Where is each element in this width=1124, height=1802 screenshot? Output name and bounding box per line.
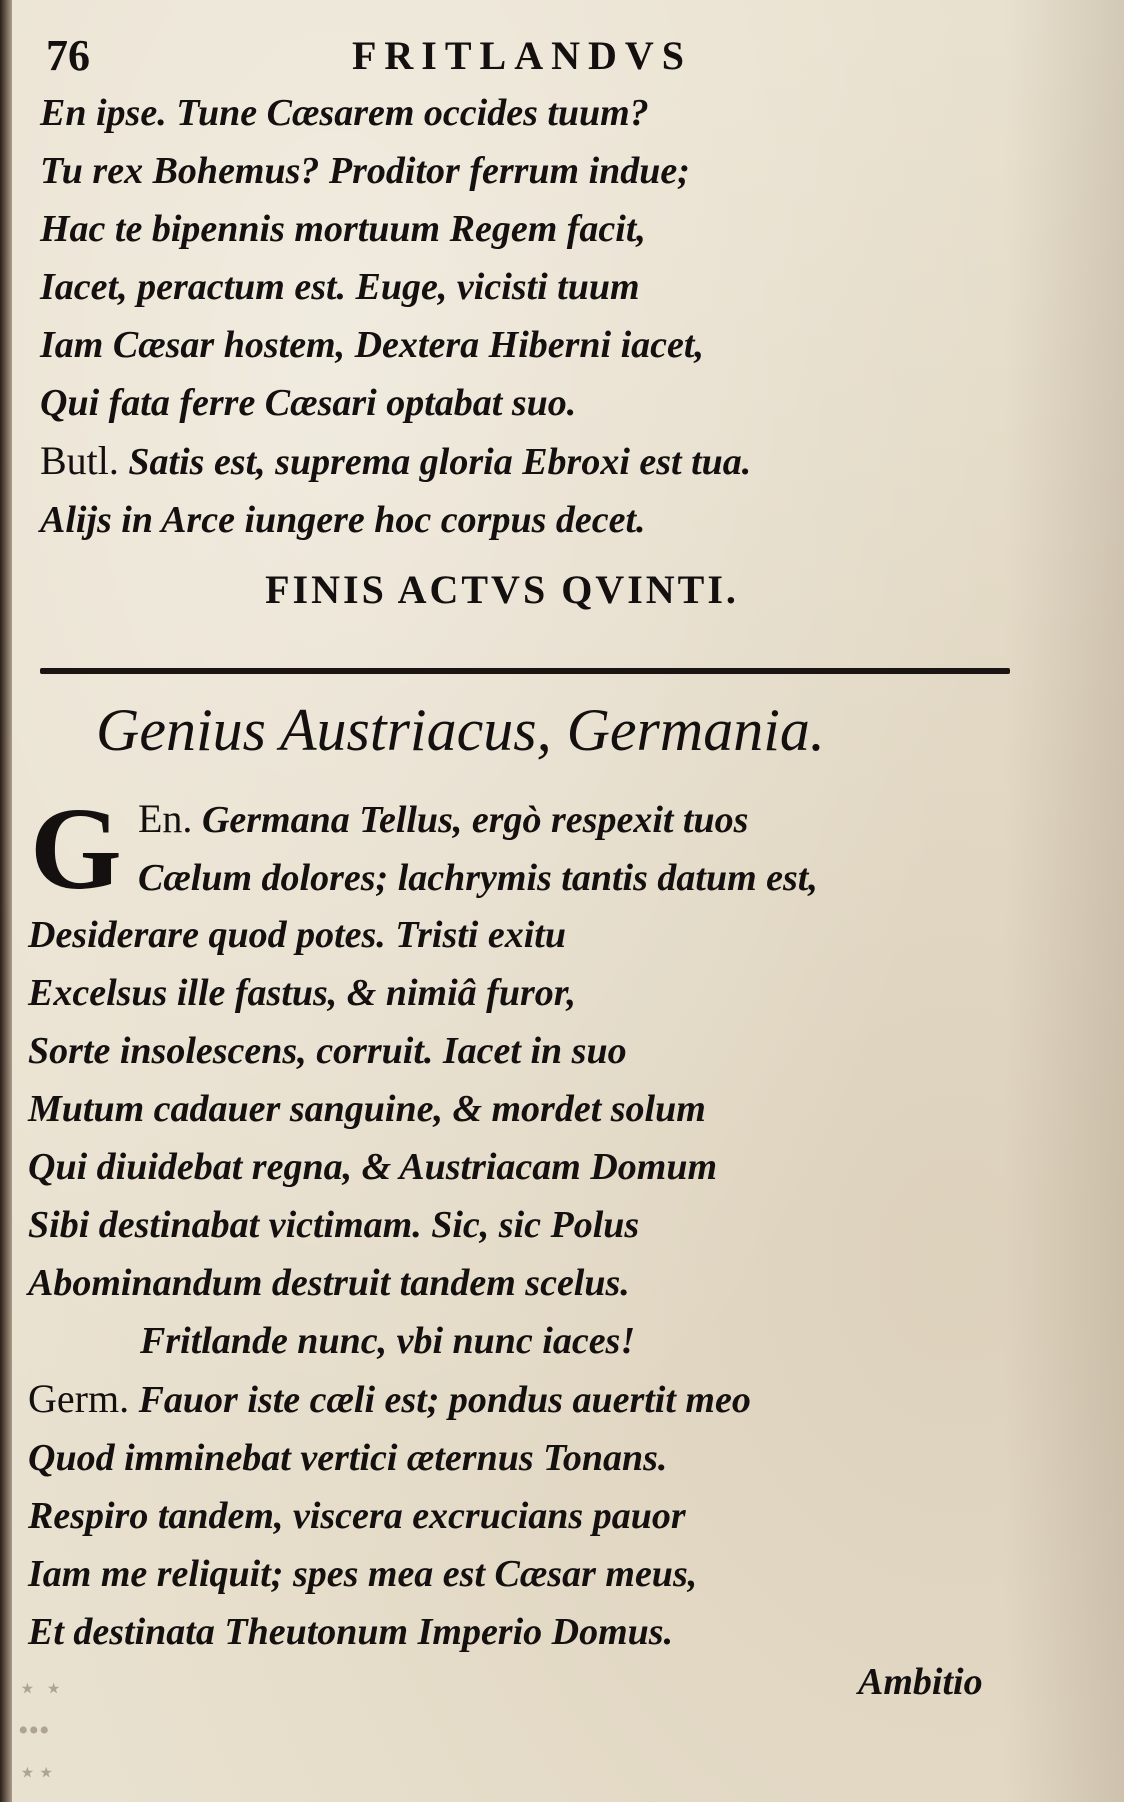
verse-line: Qui fata ferre Cæsari optabat suo. — [40, 382, 577, 424]
running-title: FRITLANDVS — [351, 33, 693, 78]
verse-line: En ipse. Tune Cæsarem occides tuum? — [40, 92, 649, 134]
verse-line: Respiro tandem, viscera excrucians pauor — [28, 1495, 686, 1537]
speaker-line-germ — [28, 1370, 751, 1429]
speaker-line-butl — [40, 432, 751, 491]
verse-line: Cælum dolores; lachrymis tantis datum est, — [138, 857, 818, 899]
verse-line: Tu rex Bohemus? Proditor ferrum indue; — [40, 150, 690, 192]
verse-line: Hac te bipennis mortuum Regem facit, — [40, 208, 646, 250]
verse-block-act-end — [40, 84, 751, 549]
verse-line-indented: Fritlande nunc, vbi nunc iaces! — [140, 1320, 636, 1362]
verse-line: Sibi destinabat victimam. Sic, sic Polus — [28, 1204, 640, 1246]
speaker-line-gen — [138, 790, 818, 849]
verse-line: Alijs in Arce iungere hoc corpus decet. — [40, 499, 646, 541]
speaker-text: Satis est, suprema gloria Ebroxi est tua. — [128, 441, 752, 483]
bleed-through-ink: ⋆ ⋆ ••• ⋆⋆ — [18, 1672, 64, 1789]
drop-capital: G — [30, 783, 122, 914]
verse-block-dropcap — [138, 790, 818, 907]
page-number: 76 — [46, 31, 90, 80]
verse-line: Iam me reliquit; spes mea est Cæsar meus, — [28, 1553, 698, 1595]
verse-line: Abominandum destruit tandem scelus. — [28, 1262, 630, 1304]
running-head — [40, 30, 1004, 80]
speaker-name: Butl. — [40, 438, 119, 483]
verse-line: Mutum cadauer sanguine, & mordet solum — [28, 1088, 706, 1130]
speaker-text: Fauor iste cæli est; pondus auertit meo — [138, 1379, 751, 1421]
speaker-name: Germ. — [28, 1376, 130, 1421]
verse-line: Desiderare quod potes. Tristi exitu — [28, 914, 566, 956]
section-divider — [40, 668, 1010, 674]
verse-line: Quod imminebat vertici æternus Tonans. — [28, 1437, 668, 1479]
verse-line: Qui diuidebat regna, & Austriacam Domum — [28, 1146, 718, 1188]
act-end-heading: FINIS ACTVS QVINTI. — [265, 567, 739, 612]
verse-line: Et destinata Theutonum Imperio Domus. — [28, 1611, 674, 1653]
verse-line: Iacet, peractum est. Euge, vicisti tuum — [40, 266, 640, 308]
speaker-text: Germana Tellus, ergò respexit tuos — [201, 799, 749, 841]
verse-line: Sorte insolescens, corruit. Iacet in suo — [28, 1030, 627, 1072]
speaker-name: En. — [138, 796, 193, 841]
scene-title: Genius Austriacus, Germania. — [96, 697, 825, 763]
verse-line: Iam Cæsar hostem, Dextera Hiberni iacet, — [40, 324, 704, 366]
verse-line: Excelsus ille fastus, & nimiâ furor, — [28, 972, 576, 1014]
catchword: Ambitio — [858, 1661, 983, 1703]
verse-block-scene — [28, 906, 751, 1661]
